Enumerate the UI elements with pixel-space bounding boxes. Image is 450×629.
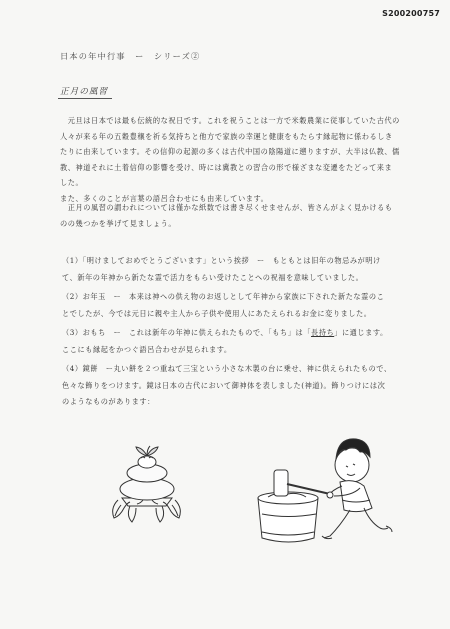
intro-text-continued: また、多くのことが言葉の語呂合わせにも由来しています。 <box>60 193 269 203</box>
list-item: （4）鏡餅 ー丸い餅を２つ重ねて三宝という小さな木製の台に乗せ、神に供えられたもので、色々な飾りをつけます。鏡は日本の古代において御神体を表しました(神道)。飾りつけには次のようなものがあります： <box>62 364 392 406</box>
list-item: （1）「明けましておめでとうございます」という挨拶 ー もともとは旧年の物忌みが明けて、新年の年神から新たな霊で活力をもらい受けたことへの祝福を意味していました。 <box>62 256 381 282</box>
customs-paragraph: 正月の風習の謂われについては僅かな紙数では書き尽くせませんが、皆さんがよく見かけるものの幾つかを挙げて見ましょう。 <box>60 203 393 228</box>
list-item: （2）お年玉 ー 本来は神への供え物のお返しとして年神から家族に下された新たな霊のことでしたが、今では元日に親や主人から子供や使用人にあたえられるお金に変りました。 <box>62 292 385 318</box>
document-id: S200200757 <box>382 9 440 18</box>
series-header: 日本の年中行事 ー シリーズ② <box>60 51 201 61</box>
list-item-text: （3）おもち ー これは新年の年神に供えられたもので、「もち」は「 <box>62 328 311 337</box>
intro-text: 元旦は日本では最も伝統的な祝日です。これを祝うことは一方で米穀農業に従事していた古代の人々が来る年の五穀豊穣を祈る気持ちと他方で家族の幸運と健康をもたらす縁起物に係わるしきたりに由来しています。その信仰の起源の多くは古代中国の陰陽道に遡りますが、大半は仏教、儒教、神道それに土着信仰の影響を受け、時には冀教との習合の形で様ざまな変遷をたどって来ました。 <box>60 116 400 187</box>
section-title: 正月の風習 <box>60 87 108 97</box>
underlined-word: 長持ち <box>310 328 335 337</box>
list-item-text: 」に通じます。ここにも縁起をかつぐ語呂合わせが見られます。 <box>62 328 388 354</box>
kagami-mochi-illustration <box>113 446 181 522</box>
mochi-pounding-illustration <box>258 439 392 542</box>
